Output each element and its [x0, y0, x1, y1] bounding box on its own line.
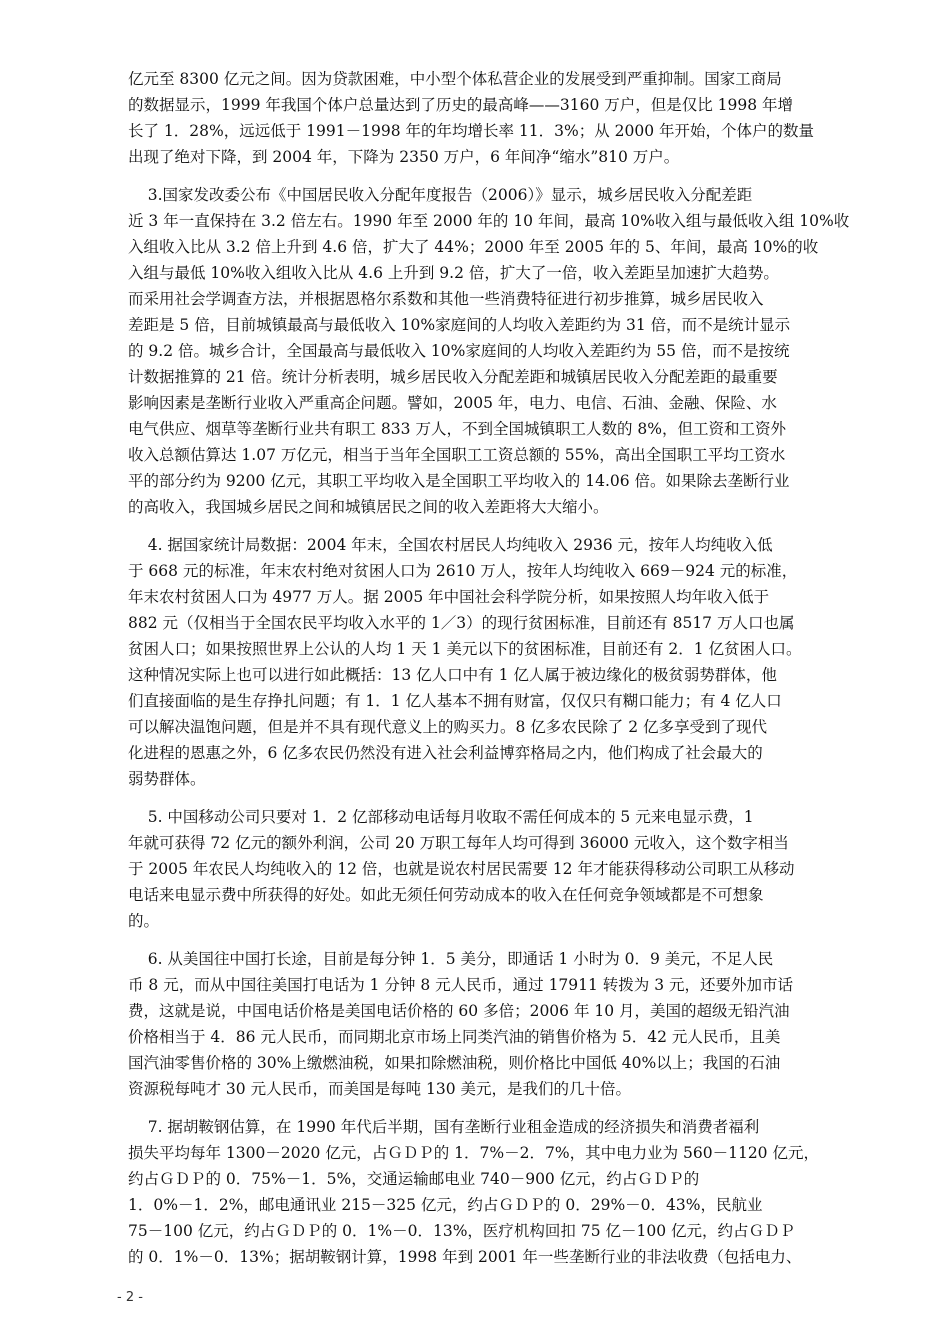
text-line: 年末农村贫困人口为 4977 万人。据 2005 年中国社会科学院分析，如果按照人均年收入低于 [128, 588, 770, 606]
text-line: 电话来电显示费中所获得的好处。如此无须任何劳动成本的收入在任何竞争领域都是不可想象 [128, 886, 764, 904]
text-line: 电气供应、烟草等垄断行业共有职工 833 万人，不到全国城镇职工人数的 8%，但工资和工资外 [128, 420, 786, 438]
text-line: 这种情况实际上也可以进行如此概括：13 亿人口中有 1 亿人属于被边缘化的极贫弱势群体，他 [128, 666, 777, 684]
text-line: 882 元（仅相当于全国农民平均收入水平的 1／3）的现行贫困标准，目前还有 8517 万人口也属 [128, 614, 795, 632]
text-line: 于 2005 年农民人均纯收入的 12 倍，也就是说农村居民需要 12 年才能获得移动公司职工从移动 [128, 860, 795, 878]
text-line: 损失平均每年 1300－2020 亿元，占ＧＤＰ的 1．7%－2．7%，其中电力业为 560－1120 亿元， [128, 1144, 819, 1162]
text-line: 4. 据国家统计局数据：2004 年末，全国农村居民人均纯收入 2936 元，按年人均纯收入低 [128, 536, 773, 554]
text-line: 的 0．1%－0．13%；据胡鞍钢计算，1998 年到 2001 年一些垄断行业的非法收费（包括电力、 [128, 1248, 802, 1266]
text-line: 入组收入比从 3.2 倍上升到 4.6 倍，扩大了 44%；2000 年至 2005 年的 5、年间，最高 10%的收 [128, 238, 819, 256]
paragraph [128, 182, 850, 520]
text-line: 差距是 5 倍，目前城镇最高与最低收入 10%家庭间的人均收入差距约为 31 倍，而不是统计显示 [128, 316, 791, 334]
text-line: 平的部分约为 9200 亿元，其职工平均收入是全国职工平均收入的 14.06 倍。如果除去垄断行业 [128, 472, 790, 490]
paragraph [128, 1114, 838, 1270]
text-line: 币 8 元，而从中国往美国打电话为 1 分钟 8 元人民币，通过 17911 转拨为 3 元，还要外加市话 [128, 976, 794, 994]
text-line: 年就可获得 72 亿元的额外利润，公司 20 万职工每年人均可得到 36000 元收入，这个数字相当 [128, 834, 789, 852]
text-line: 价格相当于 4．86 元人民币，而同期北京市场上同类汽油的销售价格为 5．42 元人民币，且美 [128, 1028, 781, 1046]
text-line: 收入总额估算达 1.07 万亿元，相当于当年全国职工工资总额的 55%，高出全国职工平均工资水 [128, 446, 786, 464]
text-line: 们直接面临的是生存挣扎问题；有 1．1 亿人基本不拥有财富，仅仅只有糊口能力；有 4 亿人口 [128, 692, 782, 710]
text-line: 6. 从美国往中国打长途，目前是每分钟 1．5 美分，即通话 1 小时为 0．9 美元，不足人民 [128, 950, 774, 968]
text-line: 长了 1．28%，远远低于 1991－1998 年的年均增长率 11．3%；从 2000 年开始，个体户的数量 [128, 122, 815, 140]
text-line: 7. 据胡鞍钢估算，在 1990 年代后半期，国有垄断行业租金造成的经济损失和消费者福利 [128, 1118, 760, 1136]
text-line: 资源税每吨才 30 元人民币，而美国是每吨 130 美元，是我们的几十倍。 [128, 1080, 632, 1098]
text-line: 可以解决温饱问题，但是并不具有现代意义上的购买力。8 亿多农民除了 2 亿多享受到了现代 [128, 718, 768, 736]
text-line: 3.国家发改委公布《中国居民收入分配年度报告（2006）》显示，城乡居民收入分配差距 [128, 186, 753, 204]
paragraph [128, 804, 838, 934]
text-line: 于 668 元的标准，年末农村绝对贫困人口为 2610 万人，按年人均纯收入 669－924 元的标准， [128, 562, 798, 580]
text-line: 5. 中国移动公司只要对 1．2 亿部移动电话每月收取不需任何成本的 5 元来电显示费，1 [128, 808, 754, 826]
text-line: 的数据显示，1999 年我国个体户总量达到了历史的最高峰——3160 万户，但是仅比 1998 年增 [128, 96, 794, 114]
text-line: 贫困人口；如果按照世界上公认的人均 1 天 1 美元以下的贫困标准，目前还有 2．1 亿贫困人口。 [128, 640, 802, 658]
text-line: 出现了绝对下降，到 2004 年，下降为 2350 万户，6 年间净“缩水”810 万户。 [128, 148, 680, 166]
text-line: 而采用社会学调查方法，并根据恩格尔系数和其他一些消费特征进行初步推算，城乡居民收入 [128, 290, 764, 308]
text-line: 的。 [128, 912, 160, 930]
text-line: 亿元至 8300 亿元之间。因为贷款困难，中小型个体私营企业的发展受到严重抑制。国家工商局 [128, 70, 782, 88]
text-line: 入组与最低 10%收入组收入比从 4.6 上升到 9.2 倍，扩大了一倍，收入差距呈加速扩大趋势。 [128, 264, 779, 282]
text-line: 国汽油零售价格的 30%上缴燃油税，如果扣除燃油税，则价格比中国低 40%以上；我国的石油 [128, 1054, 781, 1072]
text-line: 近 3 年一直保持在 3.2 倍左右。1990 年至 2000 年的 10 年间，最高 10%收入组与最低收入组 10%收 [128, 212, 850, 230]
body-text [128, 66, 850, 1282]
text-line: 化进程的恩惠之外，6 亿多农民仍然没有进入社会利益博弈格局之内，他们构成了社会最大的 [128, 744, 763, 762]
text-line: 计数据推算的 21 倍。统计分析表明，城乡居民收入分配差距和城镇居民收入分配差距的最重要 [128, 368, 778, 386]
paragraph [128, 946, 838, 1102]
text-line: 的高收入，我国城乡居民之间和城镇居民之间的收入差距将大大缩小。 [128, 498, 609, 516]
text-line: 的 9.2 倍。城乡合计，全国最高与最低收入 10%家庭间的人均收入差距约为 55 倍，而不是按统 [128, 342, 790, 360]
text-line: 75－100 亿元，约占ＧＤＰ的 0．1%－0．13%，医疗机构回扣 75 亿－100 亿元，约占ＧＤＰ [128, 1222, 796, 1240]
paragraph [128, 66, 838, 170]
page-number: - 2 - [117, 1290, 143, 1305]
text-line: 1．0%－1．2%，邮电通讯业 215－325 亿元，约占ＧＤＰ的 0．29%－0．43%，民航业 [128, 1196, 763, 1214]
paragraph [128, 532, 838, 792]
text-line: 弱势群体。 [128, 770, 206, 788]
text-line: 约占ＧＤＰ的 0．75%－1．5%，交通运输邮电业 740－900 亿元，约占ＧＤＰ的 [128, 1170, 700, 1188]
text-line: 影响因素是垄断行业收入严重高企问题。譬如，2005 年，电力、电信、石油、金融、保险、水 [128, 394, 777, 412]
text-line: 费，这就是说，中国电话价格是美国电话价格的 60 多倍；2006 年 10 月，美国的超级无铅汽油 [128, 1002, 790, 1020]
